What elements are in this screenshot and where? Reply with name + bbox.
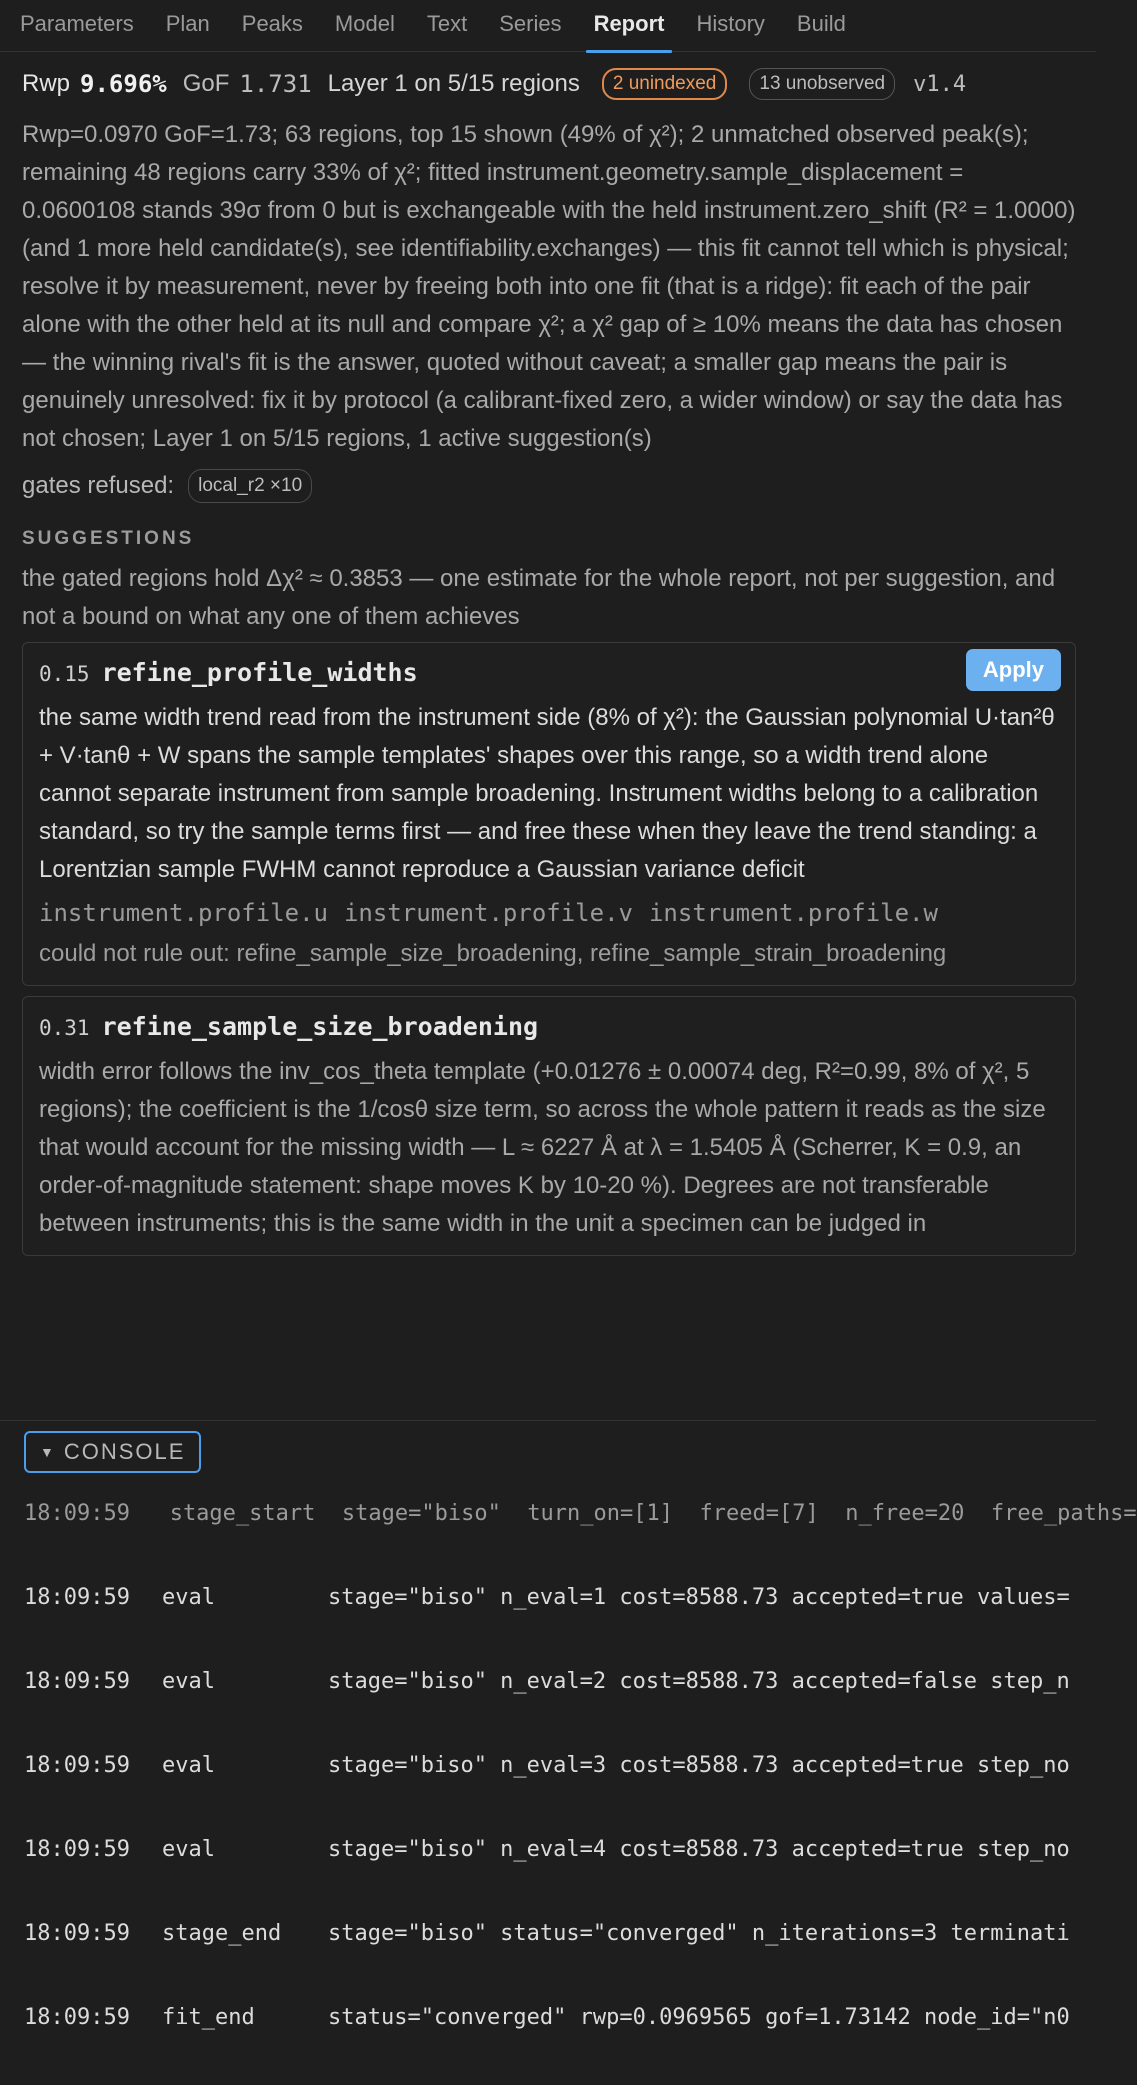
suggestions-note: the gated regions hold Δχ² ≈ 0.3853 — one estimate for the whole report, not per suggestion, and not a bound on what any one of them achieves [22,565,1056,630]
gates-label: gates refused: [22,472,175,499]
log-time: 18:09:59 [24,1753,130,1778]
suggestion-score: 0.31 [39,1016,90,1040]
apply-button[interactable]: Apply [966,649,1061,691]
fit-summary [22,52,1076,116]
report-pane[interactable] [0,52,1096,1420]
log-event: eval [162,1669,215,1694]
tab-model[interactable]: Model [334,11,395,36]
log-event: eval [162,1837,215,1862]
log-event: fit_end [162,2005,255,2030]
suggestion-body: the same width trend read from the instrument side (8% of χ²): the Gaussian polynomial U·tan²θ + V·tanθ + W spans the sample templates' shapes over this range, so a width trend alone cannot separate instrument from sample broadening. Instrument widths belong to a calibration standard, so try the sample terms first — and free these when they leave the trend standing: a Lorentzian sample FWHM cannot reproduce a Gaussian variance deficit [39,704,1055,883]
suggestions-heading: SUGGESTIONS [22,528,195,549]
tab-parameters[interactable]: Parameters [20,11,134,36]
log-time: 18:09:59 [24,1837,130,1862]
rule-out-note: could not rule out: refine_sample_size_broadening, refine_sample_strain_broadening [39,940,947,967]
gof-value: 1.731 [239,70,312,98]
rwp-value: 9.696% [80,70,167,98]
log-detail: stage="biso" status="converged" n_iterations=3 terminati [328,1921,1070,1946]
log-row [24,1917,1096,1951]
tab-peaks[interactable]: Peaks [241,11,303,36]
log-time: 18:09:59 [24,1921,130,1946]
suggestion-name: refine_profile_widths [101,658,418,687]
caret-down-icon: ▼ [40,1444,56,1460]
log-row [24,2001,1096,2035]
log-row [24,1581,1096,1615]
suggestion-title [39,651,1059,695]
console-log [24,1459,1137,2085]
unobserved-badge[interactable]: 13 unobserved [749,68,895,100]
tab-plan[interactable]: Plan [165,11,210,36]
log-detail: stage="biso" n_eval=1 cost=8588.73 accepted=true values= [328,1585,1070,1610]
log-row: 18:09:59 stage_start stage="biso" turn_on=[1] freed=[7] n_free=20 free_paths= [24,1501,1137,1526]
console-toggle-button[interactable] [24,1431,201,1473]
suggestion-params [39,893,1059,933]
log-time: 18:09:59 [24,1669,130,1694]
version-label: v1.4 [913,71,967,97]
log-detail: status="converged" rwp=0.0969565 gof=1.73142 node_id="n0 [328,2005,1070,2030]
unindexed-badge[interactable]: 2 unindexed [602,68,728,100]
tab-bar [0,0,1096,52]
suggestion-body: width error follows the inv_cos_theta template (+0.01276 ± 0.00074 deg, R²=0.99, 8% of χ², 5 regions); the coefficient is the 1/cosθ size term, so across the whole pattern it reads as the size that would account for the missing width — L ≈ 6227 Å at λ = 1.5405 Å (Scherrer, K = 0.9, an order-of-magnitude statement: shape moves K by 10-20 %). Degrees are not transferable between instruments; this is the same width in the unit a specimen can be judged in [39,1058,1046,1237]
log-row [24,1749,1096,1783]
report-narrative: Rwp=0.0970 GoF=1.73; 63 regions, top 15 shown (49% of χ²); 2 unmatched observed peak(s); remaining 48 regions carry 33% of χ²; fitted instrument.geometry.sample_displacement = 0.0600108 stands 39σ from 0 but is exchangeable with the held instrument.zero_shift (R² = 1.0000) (and 1 more held candidate(s), see identifiability.exchanges) — this fit cannot tell which is physical; resolve it by measurement, never by freeing both into one fit (that is a ridge): fit each of the pair alone with the other held at its null and compare χ²; a χ² gap of ≥ 10% means the data has chosen — the winning rival's fit is the answer, quoted without caveat; a smaller gap means the pair is genuinely unresolved: fix it by protocol (a calibrant-fixed zero, a wider window) or say the data has not chosen; Layer 1 on 5/15 regions, 1 active suggestion(s) [22,121,1076,452]
suggestion-card [22,996,1076,1256]
log-event: stage_end [162,1921,282,1946]
tab-text[interactable]: Text [426,11,468,36]
param-path: instrument.profile.w [648,899,938,927]
console-panel[interactable] [0,1420,1137,2030]
suggestion-title [39,1005,1059,1049]
log-time: 18:09:59 [24,1585,130,1610]
log-detail: stage="biso" n_eval=3 cost=8588.73 accepted=true step_no [328,1753,1070,1778]
log-time: 18:09:59 [24,2005,130,2030]
tab-report[interactable]: Report [578,0,681,52]
gof-label: GoF [182,70,230,97]
gate-chip[interactable]: local_r2 ×10 [188,469,312,503]
log-row [24,1665,1096,1699]
layer-status: Layer 1 on 5/15 regions [327,70,580,97]
param-path: instrument.profile.u [39,899,328,927]
param-path: instrument.profile.v [343,899,633,927]
console-label: CONSOLE [63,1439,186,1464]
tab-history[interactable]: History [696,11,765,36]
gates-refused [22,466,1076,506]
suggestion-card [22,642,1076,986]
suggestion-score: 0.15 [39,662,90,686]
log-event: eval [162,1753,215,1778]
log-row [24,1833,1096,1867]
tab-build[interactable]: Build [796,11,846,36]
log-event: eval [162,1585,215,1610]
log-detail: stage="biso" n_eval=4 cost=8588.73 accepted=true step_no [328,1837,1070,1862]
tab-series[interactable]: Series [499,11,562,36]
log-detail: stage="biso" n_eval=2 cost=8588.73 accepted=false step_n [328,1669,1070,1694]
rwp-label: Rwp [22,70,71,97]
suggestion-name: refine_sample_size_broadening [101,1012,539,1041]
